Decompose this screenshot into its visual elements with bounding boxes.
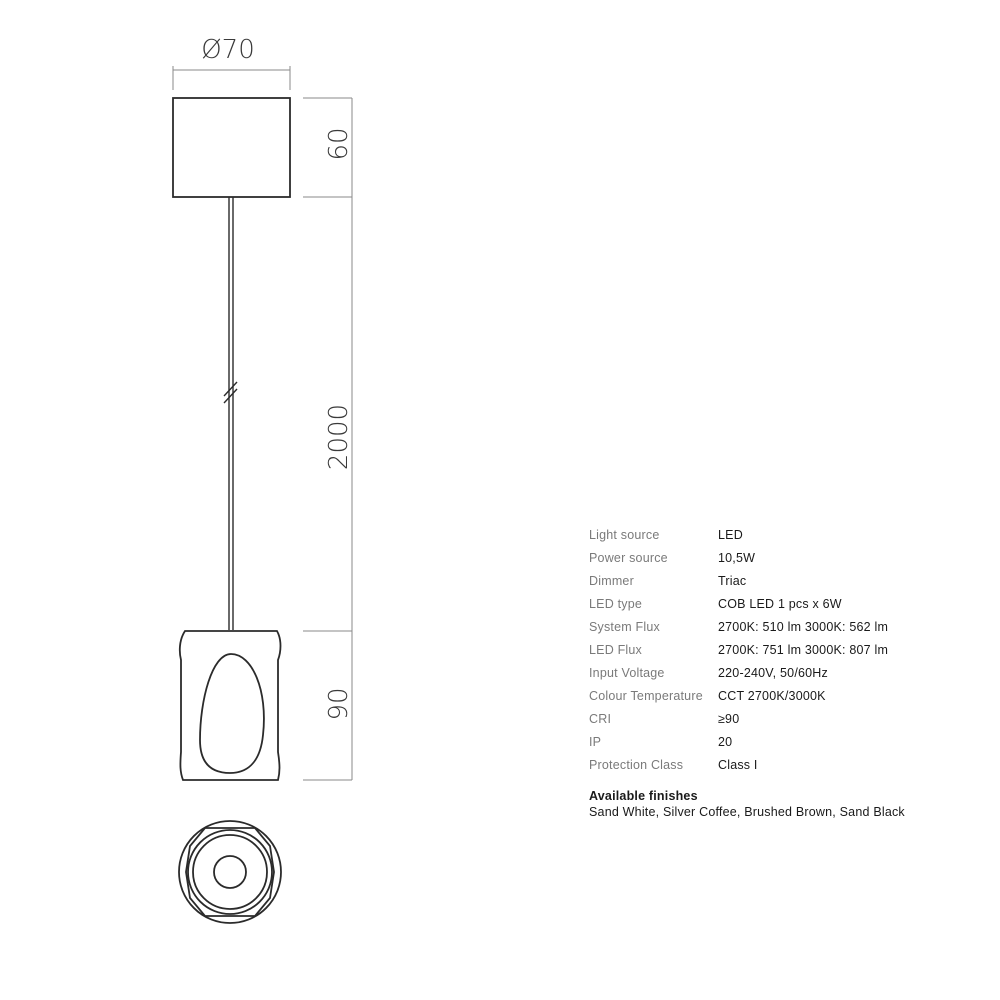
spec-row-led-type bbox=[589, 592, 989, 615]
diameter-dimension bbox=[173, 66, 290, 90]
diameter-label: Ø70 bbox=[201, 35, 255, 65]
spec-label: Light source bbox=[589, 527, 660, 542]
spec-label: Colour Temperature bbox=[589, 689, 703, 704]
cable-length-label: 2000 bbox=[324, 403, 354, 471]
body-height-label: 90 bbox=[324, 687, 354, 721]
spec-row-system-flux bbox=[589, 615, 989, 638]
spec-row-input-voltage bbox=[589, 662, 989, 685]
spec-value: 2700K: 751 lm 3000K: 807 lm bbox=[718, 643, 889, 658]
spec-row-ip bbox=[589, 731, 989, 754]
spec-row-colour-temperature bbox=[589, 685, 989, 708]
available-finishes bbox=[589, 789, 989, 820]
spec-row-cri bbox=[589, 708, 989, 731]
suspension-cable bbox=[229, 197, 233, 630]
spec-label: System Flux bbox=[589, 619, 660, 634]
canopy-height-label: 60 bbox=[324, 127, 354, 161]
spec-label: LED Flux bbox=[589, 643, 643, 658]
spec-value: CCT 2700K/3000K bbox=[718, 689, 826, 704]
finishes-list: Sand White, Silver Coffee, Brushed Brown, Sand Black bbox=[589, 804, 905, 819]
spec-value: 20 bbox=[718, 735, 733, 750]
spec-value: LED bbox=[718, 527, 743, 542]
spec-label: Dimmer bbox=[589, 573, 634, 588]
cable-break-marks bbox=[224, 382, 237, 403]
spec-value: Class I bbox=[718, 758, 758, 773]
spec-row-protection-class bbox=[589, 754, 989, 777]
spec-label: LED type bbox=[589, 596, 643, 611]
spec-row-dimmer bbox=[589, 569, 989, 592]
canopy bbox=[173, 98, 290, 197]
spec-label: Power source bbox=[589, 550, 668, 565]
spec-label: IP bbox=[589, 735, 602, 750]
bottom-view bbox=[179, 821, 281, 923]
spec-label: Input Voltage bbox=[589, 666, 665, 681]
spec-value: 220-240V, 50/60Hz bbox=[718, 666, 828, 681]
spec-row-led-flux bbox=[589, 638, 989, 661]
finishes-title: Available finishes bbox=[589, 789, 698, 803]
spec-value: ≥90 bbox=[718, 712, 740, 727]
spec-label: CRI bbox=[589, 712, 612, 727]
spec-row-power-source bbox=[589, 546, 989, 569]
spec-value: 2700K: 510 lm 3000K: 562 lm bbox=[718, 619, 889, 634]
specifications-table bbox=[589, 523, 989, 777]
spec-row-light-source bbox=[589, 523, 989, 546]
spec-value: 10,5W bbox=[718, 550, 756, 565]
spec-label: Protection Class bbox=[589, 758, 684, 773]
spec-value: Triac bbox=[718, 573, 747, 588]
spec-value: COB LED 1 pcs x 6W bbox=[718, 596, 842, 611]
